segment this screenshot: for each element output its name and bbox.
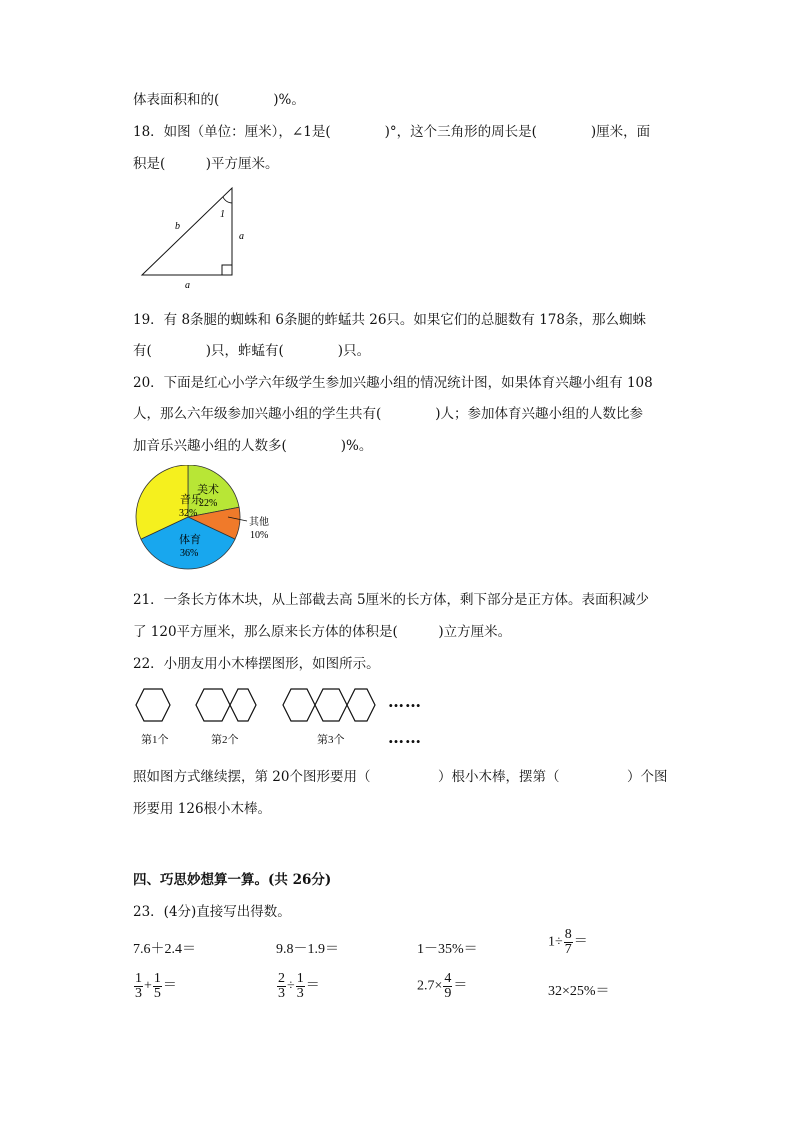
hexagon-3c [347, 689, 375, 721]
calc-2: 9.8－1.9＝ [276, 942, 339, 957]
question-18-line1: 18．如图（单位：厘米），∠1是( )°，这个三角形的周长是( )厘米，面 [133, 124, 651, 140]
music-pct: 32% [179, 508, 198, 519]
interest-group-pie-chart [135, 465, 285, 570]
angle-1-label: 1 [220, 209, 225, 220]
ellipsis-top: …… [388, 692, 422, 711]
hexagon-2a [196, 689, 230, 721]
calc-5: $\frac{1}{3}$ + $\frac{1}{5}$ ＝ [135, 971, 177, 1001]
figure-2-label: 第2个 [211, 734, 239, 746]
other-pct: 10% [250, 530, 269, 541]
text-line: 体表面积和的( )%。 [133, 92, 305, 108]
right-triangle-figure [133, 183, 253, 293]
figure-3-label: 第3个 [317, 734, 345, 746]
other-label: 其他 [249, 517, 269, 528]
pe-pct: 36% [180, 548, 199, 559]
calc-4: 1÷ $\frac{8}{7}$ ＝ [548, 927, 588, 957]
figure-1-label: 第1个 [141, 734, 169, 746]
calc-7: 2.7× $\frac{4}{9}$ ＝ [417, 971, 468, 1001]
question-20-line2: 人，那么六年级参加兴趣小组的学生共有( )人；参加体育兴趣小组的人数比参 [133, 406, 644, 422]
hexagon-3b [315, 689, 347, 721]
side-b-label: b [175, 221, 180, 232]
question-18-line2: 积是( )平方厘米。 [133, 156, 279, 172]
question-21-line2: 了 120平方厘米，那么原来长方体的体积是( )立方厘米。 [133, 624, 512, 640]
ellipsis-bottom: …… [388, 728, 422, 747]
question-20-line1: 20．下面是红心小学六年级学生参加兴趣小组的情况统计图，如果体育兴趣小组有 108 [133, 375, 653, 391]
calc-1: 7.6＋2.4＝ [133, 942, 196, 957]
question-23-line: 23．(4分)直接写出得数。 [133, 904, 291, 920]
hexagon-2b [230, 689, 256, 721]
question-20-line3: 加音乐兴趣小组的人数多( )%。 [133, 438, 373, 454]
hexagon-3a [283, 689, 315, 721]
pe-label: 体育 [179, 533, 201, 546]
question-22-line2: 照如图方式继续摆，第 20个图形要用（ ）根小木棒，摆第（ ）个图 [133, 769, 668, 785]
hexagon-1 [136, 689, 170, 721]
art-label: 美术 [197, 483, 219, 496]
question-22-line1: 22．小朋友用小木棒摆图形，如图所示。 [133, 656, 380, 672]
question-22-line3: 形要用 126根小木棒。 [133, 801, 272, 817]
side-a-right-label: a [239, 231, 244, 242]
music-label: 音乐 [180, 493, 202, 506]
calc-3: 1－35%＝ [417, 942, 478, 957]
art-pct: 22% [199, 498, 218, 509]
hexagon-sequence-figure [135, 688, 380, 726]
calc-8: 32×25%＝ [548, 984, 610, 999]
section-4-heading: 四、巧思妙想算一算。(共 26分) [133, 872, 332, 888]
question-19-line2: 有( )只，蚱蜢有( )只。 [133, 343, 371, 359]
side-a-bottom-label: a [185, 280, 190, 291]
question-21-line1: 21．一条长方体木块，从上部截去高 5厘米的长方体，剩下部分是正方体。表面积减少 [133, 592, 650, 608]
calc-6: $\frac{2}{3}$ ÷ $\frac{1}{3}$ ＝ [278, 971, 320, 1001]
question-19-line1: 19．有 8条腿的蜘蛛和 6条腿的蚱蜢共 26只。如果它们的总腿数有 178条，那么蜘蛛 [133, 312, 646, 328]
